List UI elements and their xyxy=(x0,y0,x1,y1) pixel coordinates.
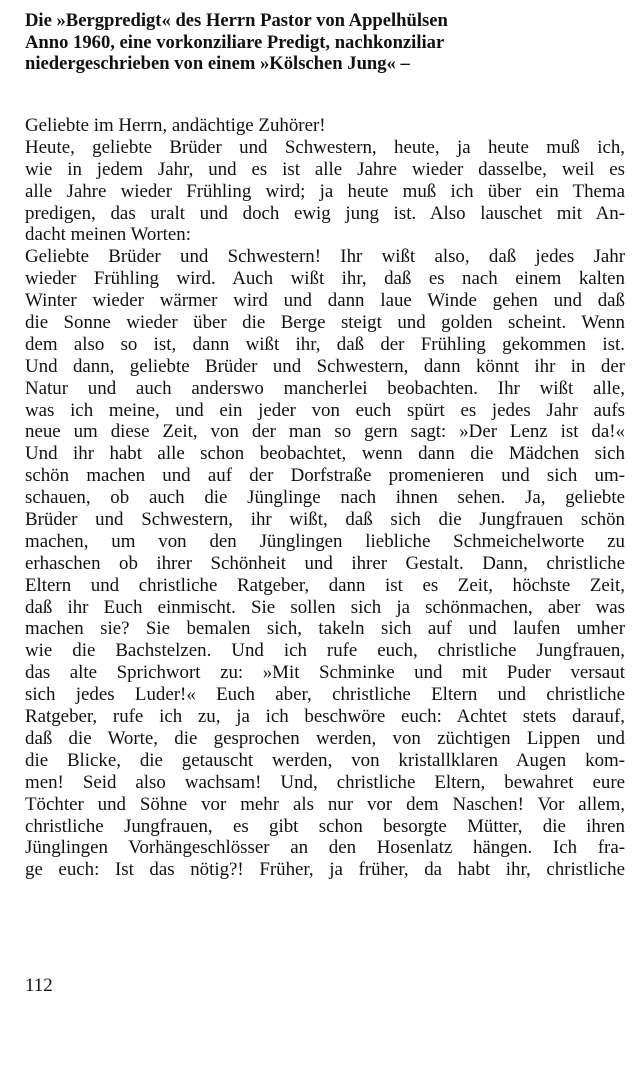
heading-line-1: Die »Bergpredigt« des Herrn Pastor von Appelhülsen xyxy=(25,10,448,31)
text-line: erhaschen ob ihrer Schönheit und ihrer Gestalt. Dann, christliche xyxy=(25,552,625,574)
page-number: 112 xyxy=(25,975,53,996)
chapter-heading xyxy=(25,10,625,75)
text-line: Eltern und christliche Ratgeber, dann ist es Zeit, höchste Zeit, xyxy=(25,574,625,596)
text-line: alle Jahre wieder Frühling wird; ja heute muß ich über ein Thema xyxy=(25,180,625,202)
text-line: Ratgeber, rufe ich zu, ja ich beschwöre euch: Achtet stets darauf, xyxy=(25,706,625,728)
text-line: wie in jedem Jahr, und es ist alle Jahre wieder dasselbe, weil es xyxy=(25,158,625,180)
text-line: wieder Frühling wird. Auch wißt ihr, daß es nach einem kalten xyxy=(25,268,625,290)
text-line: schön machen und auf der Dorfstraße promenieren und sich um- xyxy=(25,465,625,487)
text-line: Jünglingen Vorhängeschlösser an den Hosenlatz hängen. Ich fra- xyxy=(25,837,625,859)
text-line: daß ihr Euch einmischt. Sie sollen sich ja schönmachen, aber was xyxy=(25,596,625,618)
text-line: Töchter und Söhne vor mehr als nur vor dem Naschen! Vor allem, xyxy=(25,793,625,815)
text-line: Natur und auch anderswo mancherlei beobachten. Ihr wißt alle, xyxy=(25,377,625,399)
text-line: schauen, ob auch die Jünglinge nach ihnen sehen. Ja, geliebte xyxy=(25,487,625,509)
text-line: machen, um von den Jünglingen liebliche Schmeichelworte zu xyxy=(25,530,625,552)
text-line: Winter wieder wärmer wird und dann laue Winde gehen und daß xyxy=(25,290,625,312)
heading-line-2: Anno 1960, eine vorkonziliare Predigt, nachkonziliar xyxy=(25,31,445,53)
text-line: dacht meinen Worten: xyxy=(25,224,191,246)
text-line: Geliebte Brüder und Schwestern! Ihr wißt also, daß jedes Jahr xyxy=(25,246,625,268)
text-line: sich jedes Luder!« Euch aber, christliche Eltern und christliche xyxy=(25,684,625,706)
text-line: die Blicke, die getauscht werden, von kristallklaren Augen kom- xyxy=(25,749,625,771)
sermon-text xyxy=(25,115,625,881)
text-line: Heute, geliebte Brüder und Schwestern, heute, ja heute muß ich, xyxy=(25,136,625,158)
text-line: Geliebte im Herrn, andächtige Zuhörer! xyxy=(25,115,326,136)
text-line: Und dann, geliebte Brüder und Schwestern, dann könnt ihr in der xyxy=(25,355,625,377)
text-line: machen sie? Sie bemalen sich, takeln sich auf und laufen umher xyxy=(25,618,625,640)
text-line: das alte Sprichwort zu: »Mit Schminke und mit Puder versaut xyxy=(25,662,625,684)
heading-line-3: niedergeschrieben von einem »Kölschen Jung« – xyxy=(25,53,410,74)
text-line: Und ihr habt alle schon beobachtet, wenn dann die Mädchen sich xyxy=(25,443,625,465)
text-line: daß die Worte, die gesprochen werden, von züchtigen Lippen und xyxy=(25,727,625,749)
text-line: neue um diese Zeit, von der man so gern sagt: »Der Lenz ist da!« xyxy=(25,421,625,443)
text-line: predigen, das uralt und doch ewig jung ist. Also lauschet mit An- xyxy=(25,202,625,224)
text-line: wie die Bachstelzen. Und ich rufe euch, christliche Jungfrauen, xyxy=(25,640,625,662)
text-line: christliche Jungfrauen, es gibt schon besorgte Mütter, die ihren xyxy=(25,815,625,837)
text-line: die Sonne wieder über die Berge steigt und golden scheint. Wenn xyxy=(25,312,625,334)
text-line: was ich meine, und ein jeder von euch spürt es jedes Jahr aufs xyxy=(25,399,625,421)
text-line: men! Seid also wachsam! Und, christliche Eltern, bewahret eure xyxy=(25,771,625,793)
text-line: Brüder und Schwestern, ihr wißt, daß sich die Jungfrauen schön xyxy=(25,509,625,531)
text-line: ge euch: Ist das nötig?! Früher, ja früher, da habt ihr, christliche xyxy=(25,859,625,881)
text-line: dem also so ist, dann wißt ihr, daß der Frühling gekommen ist. xyxy=(25,333,625,355)
